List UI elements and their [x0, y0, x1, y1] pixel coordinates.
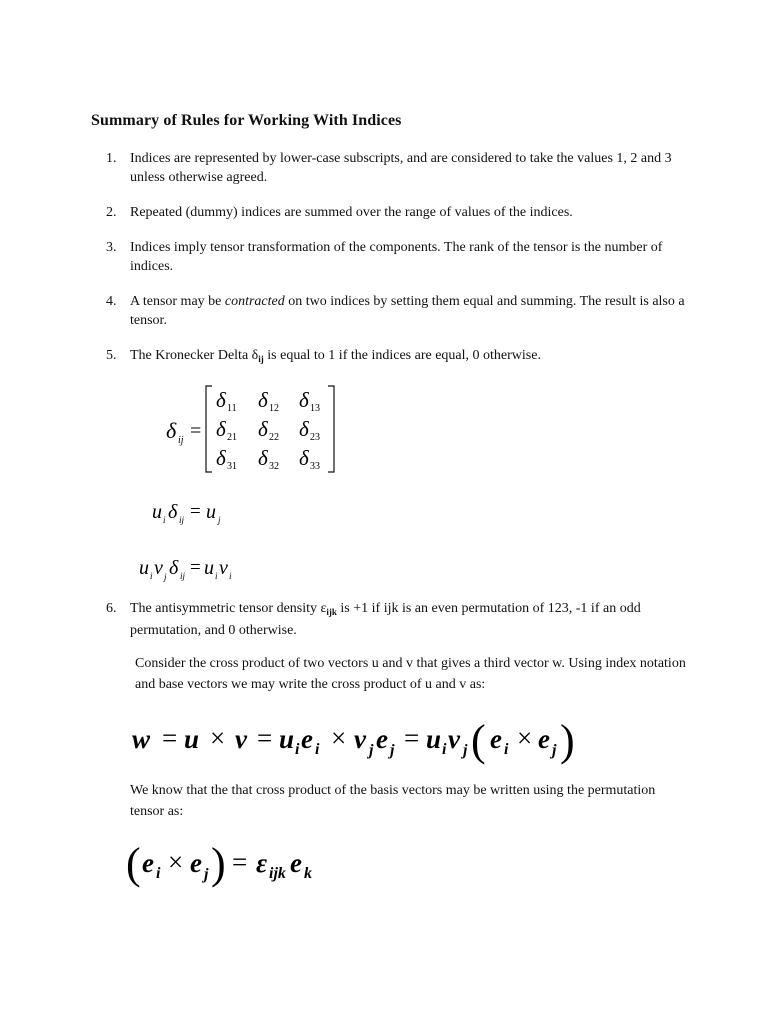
svg-text:u: u	[184, 724, 200, 754]
svg-text:e: e	[376, 724, 388, 754]
matrix-entry-index: 12	[269, 403, 279, 414]
svg-text:e: e	[190, 848, 202, 878]
matrix-entry: δ	[299, 446, 309, 470]
eq-symbol: u	[206, 501, 216, 523]
list-item	[106, 204, 686, 223]
svg-text:u: u	[279, 724, 295, 754]
svg-text:j: j	[204, 866, 209, 883]
permutation-tensor-equation	[126, 838, 366, 894]
delta-contraction-equation-2	[137, 552, 287, 586]
svg-text:i: i	[156, 865, 161, 882]
list-item-number: 6.	[106, 601, 117, 616]
svg-text:): )	[560, 716, 575, 765]
svg-text:j: j	[390, 742, 395, 759]
kronecker-matrix-equation	[160, 380, 350, 480]
list-item	[106, 293, 686, 330]
svg-text:v: v	[235, 724, 247, 754]
list-item-number: 2.	[106, 205, 117, 220]
matrix-entry-index: 32	[269, 461, 279, 472]
svg-text:i: i	[315, 741, 320, 758]
list-item-number: 4.	[106, 294, 117, 309]
equals-sign: =	[190, 501, 201, 522]
list-item	[106, 600, 686, 640]
svg-text:ε: ε	[256, 848, 268, 878]
svg-text:×: ×	[168, 847, 184, 877]
permutation-terms	[126, 839, 312, 888]
matrix-entry-index: 11	[227, 403, 237, 414]
eq-subscript: ij	[180, 571, 186, 581]
matrix-entry-index: 31	[227, 461, 237, 472]
list-item-text: The antisymmetric tensor density $\varepsilon_{ijk}$ is +1 if ijk is an even permutation of 123, -1 if an odd permutation, and 0 otherwise.	[130, 601, 641, 638]
matrix-right-bracket	[328, 386, 334, 472]
eq-subscript: ij	[179, 515, 185, 525]
svg-text:e: e	[142, 848, 154, 878]
matrix-entry-index: 13	[310, 403, 320, 414]
list-item-number: 1.	[106, 151, 117, 166]
matrix-entry-index: 23	[310, 432, 320, 443]
svg-text:v: v	[354, 724, 366, 754]
list-item-number: 5.	[106, 348, 117, 363]
delta-contraction-equation-1	[150, 496, 270, 530]
matrix-left-bracket	[206, 386, 212, 472]
matrix-entry: δ	[216, 446, 226, 470]
svg-text:i: i	[295, 741, 300, 758]
eq-subscript: i	[215, 571, 218, 581]
delta-lhs: δ	[166, 418, 177, 443]
matrix-entry: δ	[258, 446, 268, 470]
svg-text:×: ×	[210, 723, 226, 753]
svg-text:=: =	[404, 723, 420, 753]
list-item	[106, 347, 686, 369]
equals-sign: =	[190, 557, 201, 578]
list-item-text: Indices are represented by lower-case subscripts, and are considered to take the values 1, 2 and 3 unless otherwise agreed.	[130, 151, 672, 185]
emphasis-contracted: contracted	[224, 294, 285, 309]
cross-product-intro: Consider the cross product of two vectors u and v that gives a third vector w. Using index notation and base vectors we may write the cross product of u and v as:	[135, 656, 686, 692]
svg-text:=: =	[162, 723, 178, 753]
eq-symbol: v	[219, 557, 228, 579]
matrix-entry: δ	[216, 417, 226, 441]
svg-text:=: =	[232, 847, 248, 877]
eq-symbol: δ	[169, 557, 179, 579]
list-item-text: The Kronecker Delta $\delta_{ij}$ is equal to 1 if the indices are equal, 0 otherwise.	[130, 348, 541, 364]
svg-text:e: e	[290, 848, 302, 878]
matrix-entry-index: 33	[310, 461, 320, 472]
eq-symbol: u	[204, 557, 214, 579]
svg-text:i: i	[504, 741, 509, 758]
matrix-entry: δ	[299, 388, 309, 412]
svg-text:j: j	[552, 742, 557, 759]
eq-subscript: i	[229, 571, 232, 581]
eq-symbol: v	[154, 557, 163, 579]
matrix-entry-index: 21	[227, 432, 237, 443]
matrix-entry: δ	[258, 417, 268, 441]
list-item	[106, 239, 686, 276]
svg-text:×: ×	[331, 723, 347, 753]
matrix-entry: δ	[258, 388, 268, 412]
svg-text:e: e	[490, 724, 502, 754]
eq-symbol: u	[139, 557, 149, 579]
list-item	[106, 150, 686, 187]
svg-text:v: v	[448, 724, 460, 754]
cross-product-equation	[128, 712, 578, 770]
svg-text:(: (	[471, 716, 486, 765]
matrix-entry: δ	[216, 388, 226, 412]
svg-text:i: i	[442, 741, 447, 758]
svg-text:k: k	[304, 865, 312, 882]
list-item-text: Indices imply tensor transformation of the components. The rank of the tensor is the number of indices.	[130, 240, 663, 274]
eq-subscript: i	[163, 515, 166, 525]
svg-text:): )	[211, 839, 226, 888]
matrix-entry: δ	[299, 417, 309, 441]
delta-lhs-subscript: ij	[178, 435, 184, 446]
eq-subscript: j	[218, 515, 221, 525]
eq-symbol: δ	[168, 501, 178, 523]
list-item-text: A tensor may be contracted on two indices by setting them equal and summing. The result is also a tensor.	[130, 294, 685, 328]
eq-subscript: i	[150, 571, 153, 581]
svg-text:e: e	[301, 724, 313, 754]
svg-text:e: e	[538, 724, 550, 754]
svg-text:×: ×	[517, 723, 533, 753]
svg-text:(: (	[126, 839, 141, 888]
basis-cross-product-intro: We know that the that cross product of the basis vectors may be written using the permutation tensor as:	[130, 783, 656, 819]
svg-text:w: w	[132, 724, 151, 754]
page-title: Summary of Rules for Working With Indices	[91, 112, 402, 129]
eq-subscript: j	[164, 572, 167, 582]
eq-symbol: u	[152, 501, 162, 523]
svg-text:u: u	[426, 724, 442, 754]
cross-product-terms	[132, 716, 575, 765]
svg-text:j: j	[463, 742, 468, 759]
svg-text:ijk: ijk	[269, 865, 286, 882]
list-item-text: Repeated (dummy) indices are summed over the range of values of the indices.	[130, 205, 573, 220]
svg-text:=: =	[257, 723, 273, 753]
equals-sign: =	[190, 420, 202, 442]
matrix-entry-index: 22	[269, 432, 279, 443]
matrix-entries	[216, 388, 320, 472]
list-item-number: 3.	[106, 240, 117, 255]
svg-text:j: j	[369, 742, 374, 759]
